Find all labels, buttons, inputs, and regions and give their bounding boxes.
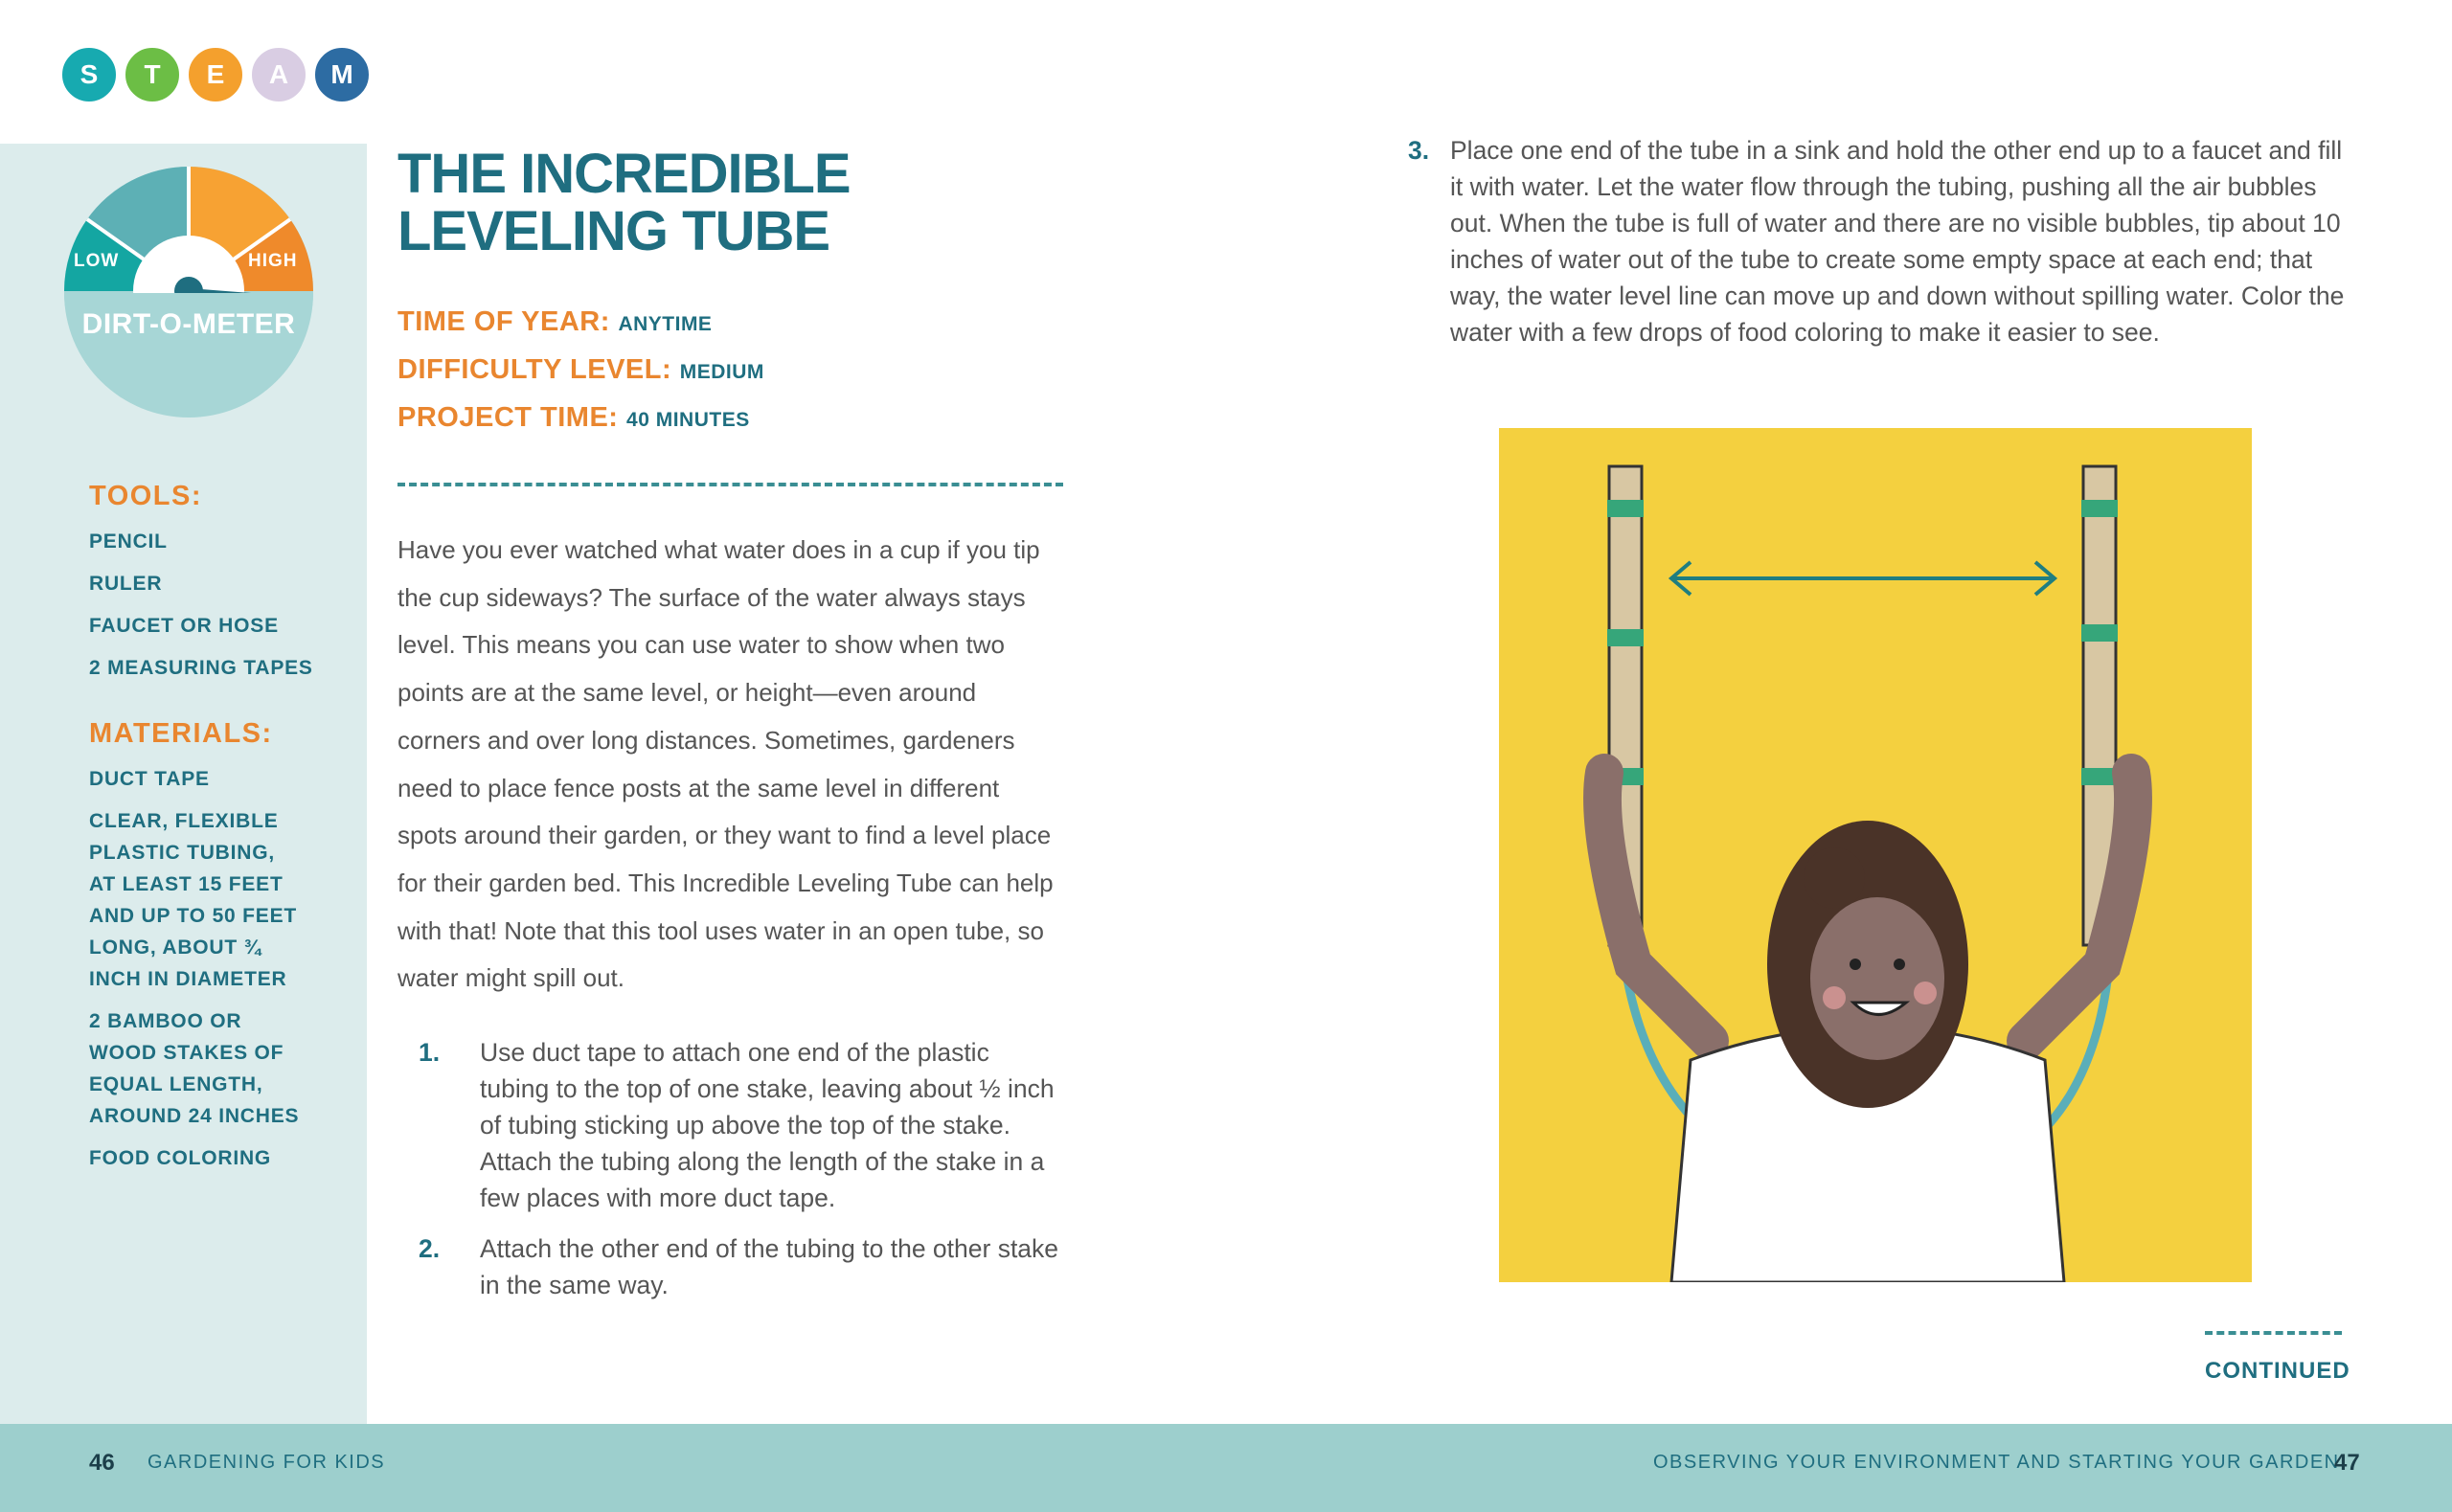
list-item: CLEAR, FLEXIBLE PLASTIC TUBING, AT LEAST 15 FEET AND UP TO 50 FEET LONG, ABOUT ¾ INCH IN DIAMETER (89, 810, 298, 990)
divider (397, 483, 1063, 486)
difficulty-row (397, 354, 764, 386)
list-item: PENCIL (89, 530, 168, 553)
project-time-value: 40 MINUTES (626, 409, 750, 431)
steam-badges (59, 45, 375, 104)
steam-a-badge: A (249, 45, 308, 104)
list-item: DUCT TAPE (89, 768, 210, 790)
meter-low-label: LOW (74, 251, 120, 271)
tools-list (89, 526, 348, 694)
time-of-year-value: ANYTIME (618, 313, 713, 335)
difficulty-label: DIFFICULTY LEVEL: (397, 354, 672, 385)
project-time-label: PROJECT TIME: (397, 402, 619, 433)
right-page-number: 47 (2334, 1450, 2360, 1476)
difficulty-value: MEDIUM (679, 361, 764, 383)
time-of-year-row (397, 306, 712, 338)
right-running-title: OBSERVING YOUR ENVIRONMENT AND STARTING YOUR GARDEN (1653, 1452, 2340, 1473)
step-text: Attach the other end of the tubing to the other stake in the same way. (480, 1234, 1059, 1299)
tools-heading: TOOLS: (89, 481, 203, 511)
step-text: Place one end of the tube in a sink and hold the other end up to a faucet and fill it with water. Let the water flow through the tubing, pushing all the air bubbles out. When the tube is full of water and there are no visible bubbles, tip about 10 inches of water out of the tube to create some empty space at each end; that way, the water level line can move up and down without spilling water. Color the water with a few drops of food coloring to make it easier to see. (1450, 136, 2345, 347)
steam-m-badge: M (312, 45, 372, 104)
page-title: THE INCREDIBLE LEVELING TUBE (397, 143, 851, 262)
list-item: FAUCET OR HOSE (89, 615, 279, 637)
list-item: 2 BAMBOO OR WOOD STAKES OF EQUAL LENGTH, AROUND 24 INCHES (89, 1010, 300, 1127)
left-running-title: GARDENING FOR KIDS (148, 1452, 386, 1473)
steam-t-badge: T (123, 45, 182, 104)
continued-label: CONTINUED (2205, 1358, 2350, 1384)
time-of-year-label: TIME OF YEAR: (397, 306, 610, 337)
list-item: 2 MEASURING TAPES (89, 657, 313, 679)
list-item: RULER (89, 573, 163, 595)
project-time-row (397, 402, 750, 434)
left-page-number: 46 (89, 1450, 115, 1476)
intro-paragraph: Have you ever watched what water does in a cup if you tip the cup sideways? The surface of the water always stays level. This means you can use water to show when two points are at the same level, or height—even around corners and over long distances. Sometimes, gardeners need to place fence posts at the same level in different spots around their garden, or they want to find a level place for their garden bed. This Incredible Leveling Tube can help with that! Note that this tool uses water in an open tube, so water might spill out. (397, 535, 1054, 993)
step-3 (1408, 132, 2356, 350)
materials-heading: MATERIALS: (89, 718, 273, 749)
step-text: Use duct tape to attach one end of the plastic tubing to the top of one stake, leaving about ½ inch of tubing sticking up above the top of the stake. Attach the tubing along the length of the stake in a few places with more duct tape. (480, 1038, 1055, 1212)
list-item: FOOD COLORING (89, 1147, 272, 1169)
meter-high-label: HIGH (248, 251, 298, 271)
step-number: 3. (1408, 136, 1430, 165)
steps-list-left (419, 1034, 1060, 1303)
step-2 (419, 1230, 1060, 1303)
dirt-o-meter-gauge-icon (62, 165, 315, 417)
step-1 (419, 1034, 1060, 1216)
leveling-tube-illustration (1499, 428, 2252, 1282)
materials-list (89, 763, 305, 1185)
step-number: 2. (419, 1234, 441, 1263)
continued-divider (2205, 1331, 2342, 1335)
steam-e-badge: E (186, 45, 245, 104)
meter-name: DIRT-O-METER (81, 308, 296, 340)
step-number: 1. (419, 1038, 441, 1067)
steam-s-badge: S (59, 45, 119, 104)
steps-list-right (1408, 132, 2356, 350)
